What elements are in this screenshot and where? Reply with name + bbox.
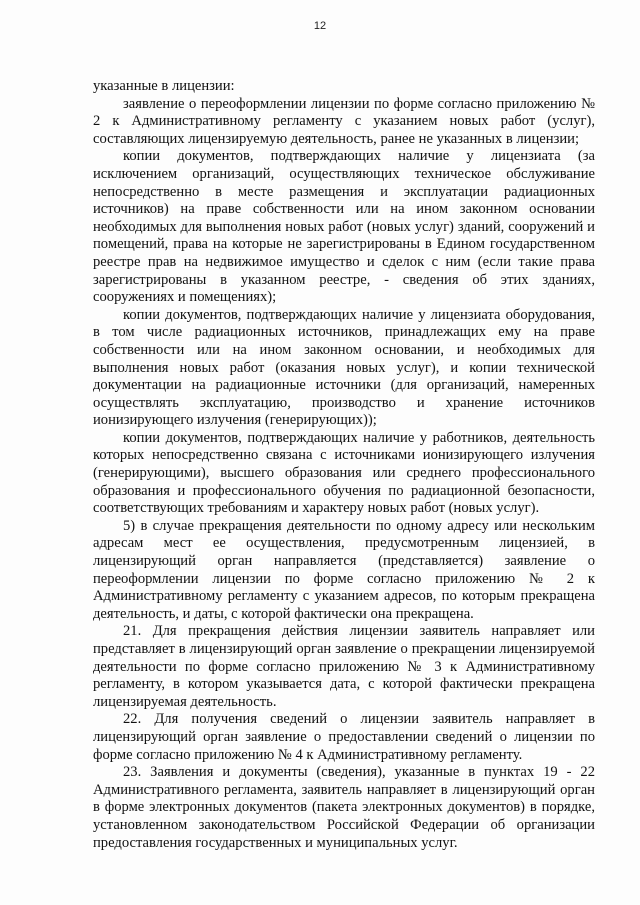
paragraph-reissue-application: заявление о переоформлении лицензии по форме согласно приложению № 2 к Административному регламенту с указанием новых работ (услуг), составляющих лицензируемую деятельность, ранее не указанных в лицензии;: [93, 95, 595, 147]
paragraph-item-5: 5) в случае прекращения деятельности по одному адресу или нескольким адресам мест ее осуществления, предусмотренным лицензией, в лицензирующий орган направляется (представляется) заявление о переоформлении лицензии по форме согласно приложению № 2 к Административному регламенту с указанием адресов, по которым прекращена деятельность, и даты, с которой фактически она прекращена.: [93, 517, 595, 622]
paragraph-item-21: 21. Для прекращения действия лицензии заявитель направляет или представляет в лицензирующий орган заявление о прекращении лицензируемой деятельности по форме согласно приложению № 3 к Административному регламенту, в котором указывается дата, с которой фактически прекращена лицензируемая деятельность.: [93, 623, 595, 710]
page-number: 12: [313, 20, 327, 32]
paragraph-item-22: 22. Для получения сведений о лицензии заявитель направляет в лицензирующий орган заявление о предоставлении сведений о лицензии по форме согласно приложению № 4 к Административному регламенту.: [93, 711, 595, 763]
document-body: [93, 78, 595, 852]
paragraph-item-23: 23. Заявления и документы (сведения), указанные в пунктах 19 - 22 Административного регламента, заявитель направляет в лицензирующий орган в форме электронных документов (пакета электронных документов) в порядке, установленном законодательством Российской Федерации об организации предоставления государственных и муниципальных услуг.: [93, 764, 595, 851]
paragraph-premises-documents: копии документов, подтверждающих наличие у лицензиата (за исключением организаций, осуществляющих техническое обслуживание непосредственно в месте размещения и эксплуатации радиационных источников) на праве собственности или на ином законном основании необходимых для выполнения новых работ (новых услуг) зданий, сооружений и помещений, права на которые не зарегистрированы в Едином государственном реестре прав на недвижимое имущество и сделок с ним (если такие права зарегистрированы в указанном реестре, - сведения об этих зданиях, сооружениях и помещениях);: [93, 148, 595, 306]
paragraph-staff-documents: копии документов, подтверждающих наличие у работников, деятельность которых непосредственно связана с источниками ионизирующего излучения (генерирующими), высшего образования или среднего профессионального образования и профессионального обучения по радиационной безопасности, соответствующих требованиям и характеру новых работ (новых услуг).: [93, 429, 595, 517]
paragraph-equipment-documents: копии документов, подтверждающих наличие у лицензиата оборудования, в том числе радиационных источников, принадлежащих ему на праве собственности или на ином законном основании, и необходимых для выполнения новых работ (оказания новых услуг), и копии технической документации на радиационные источники (для организаций, намеренных осуществлять эксплуатацию, производство и хранение источников ионизирующего излучения (генерирующих));: [93, 306, 595, 429]
paragraph-intro: указанные в лицензии:: [93, 78, 235, 94]
